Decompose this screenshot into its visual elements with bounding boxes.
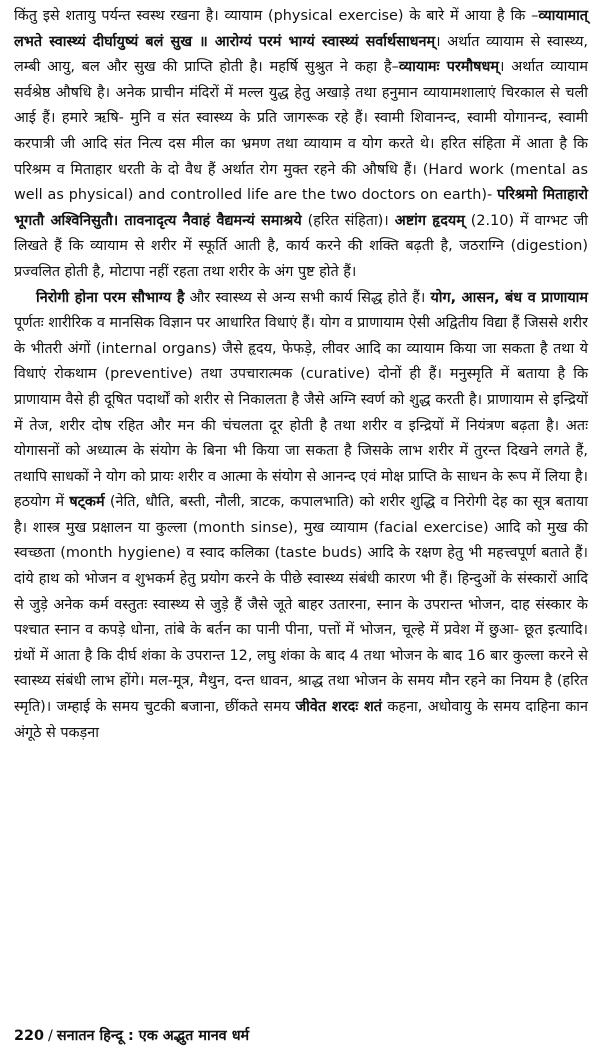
bold-phrase: जीवेत शरदः शतं — [295, 699, 382, 716]
text-run: किंतु इसे शतायु पर्यन्त स्वस्थ रखना है। व्यायाम (physical exercise) के बारे में आया है कि – — [14, 8, 539, 24]
page-body — [14, 4, 588, 746]
text-run: । अर्थात व्यायाम सर्वश्रेष्ठ औषधि है। अनेक प्राचीन मंदिरों में मल्ल युद्ध हेतु अखाड़े तथा हनुमान व्यायामशालाएं चिरकाल से चली आई हैं। हमारे ऋषि- मुनि व संत स्वास्थ्य के प्रति जागरूक रहे हैं। स्वामी शिवानन्द, स्वामी योगानन्द, स्वामी करपात्री जी आदि संत नित्य दस मील का भ्रमण तथा व्यायाम व योग करते थे। हरित संहिता में आता है कि परिश्रम व मिताहार धरती के दो वैध हैं अर्थात रोग मुक्त रहने की औषधि हैं। (Hard work (mental as well as physical) and controlled life are the two doctors on earth)- — [14, 59, 588, 204]
bold-phrase: व्यायामः परमौषधम् — [398, 59, 499, 76]
paragraph-exercise — [14, 4, 588, 286]
text-run: कहना, अधोवायु के समय दाहिना कान अंगूठे से पकड़ना — [14, 699, 588, 741]
text-run: (2.10) में वाग्भट जी लिखते हैं कि व्यायाम से शरीर में स्फूर्ति आती है, कार्य करने की शक्ति बढ़ती है, जठराग्नि (digestion) प्रज्वलित होती है, मोटापा नहीं रहता तथा शरीर के अंग पुष्ट होते हैं। — [14, 212, 589, 280]
bold-phrase: व्यायामात् लभते स्वास्थ्यं दीर्घायुष्यं बलं सुख ॥ आरोग्यं परमं भाग्यं स्वास्थ्यं सर्वार्थसाधनम् — [14, 8, 588, 50]
text-run: और स्वास्थ्य से अन्य सभी कार्य सिद्ध होते हैं। — [184, 289, 431, 306]
page-footer — [14, 1025, 249, 1047]
text-run: पूर्णतः शारीरिक व मानसिक विज्ञान पर आधारित विधाएं हैं। योग व प्राणायाम ऐसी अद्वितीय विद्या हैं जिससे शरीर के भीतरी अंगों (internal organs) जैसे हृदय, फेफड़े, लीवर आदि का व्यायाम किया जा सकता है तथा ये विधाएं रोकथाम (preventive) तथा उपचारात्मक (curative) दोनों ही हैं। मनुस्मृति में बताया है कि प्राणायाम वैसे ही दूषित पदार्थों को शरीर से निकालता है जैसे अग्नि स्वर्ण को शुद्ध करती है। प्राणायाम से इन्द्रियों में तेज, शरीर दोष रहित और मन की चंचलता दूर होती है तथा शरीर व इन्द्रियों में नियंत्रण बढ़ता है। अतः योगासनों को अध्यात्म के संयोग के बिना भी किया जा सकता है जिसके लाभ शरीर में तुरन्त दिखने लगते हैं, तथापि साधकों ने योग को प्रायः शरीर व आत्मा के संयोग से आनन्द एवं मोक्ष प्राप्ति के साधन के रूप में लिया है। हठयोग में — [14, 315, 588, 511]
page-number: 220 — [14, 1028, 45, 1044]
bold-phrase: योग, आसन, बंध व प्राणायाम — [430, 289, 589, 306]
text-run: । अर्थात व्यायाम से स्वास्थ्य, लम्बी आयु, बल और सुख की प्राप्ति होती है। महर्षि सुश्रुत ने कहा है– — [14, 33, 588, 76]
bold-phrase: निरोगी होना परम सौभाग्य है — [36, 289, 185, 306]
bold-phrase: अष्टांग हृदयम् — [394, 212, 465, 229]
paragraph-health-fortune — [14, 286, 588, 747]
text-run: (नेति, धौति, बस्ती, नौली, त्राटक, कपालभाति) को शरीर शुद्धि व निरोगी देह का सूत्र बताया है। शास्त्र मुख प्रक्षालन या कुल्ला (month sinse), मुख व्यायाम (facial exercise) आदि को मुख की स्वच्छता (month hygiene) व स्वाद कलिका (taste buds) आदि के रक्षण हेतु भी महत्त्वपूर्ण बताते हैं। दांये हाथ को भोजन व शुभकर्म हेतु प्रयोग करने के पीछे स्वास्थ्य संबंधी कारण भी हैं। हिन्दुओं के संस्कारों आदि से जुड़े अनेक कर्म वस्तुतः स्वास्थ्य से जुड़े हैं जैसे जूते बाहर उतारना, स्नान के उपरान्त भोजन, दाह संस्कार के पश्चात स्नान व कपड़े धोना, तांबे के बर्तन का पानी पीना, पत्तों में भोजन, चूल्हे में प्रवेश में छुआ- छूत इत्यादि। ग्रंथों में आता है कि दीर्घ शंका के उपरान्त 12, लघु शंका के बाद 4 तथा भोजन के बाद 16 बार कुल्ला करने से स्वास्थ्य संबंधी लाभ होंगे। मल-मूत्र, मैथुन, दन्त धावन, श्राद्ध तथा भोजन के समय मौन रहने का नियम है (हरित स्मृति)। जम्हाई के समय चुटकी बजाना, छींकते समय — [14, 494, 588, 716]
footer-separator: / — [48, 1028, 53, 1044]
bold-phrase: परिश्रमो मिताहारो भूगतौ अश्विनिसुतौ। तावनादृत्य नैवाहं वैद्यमन्यं समाश्रये — [14, 187, 588, 229]
bold-phrase: षट्कर्म — [69, 494, 105, 511]
text-run: (हरित संहिता)। — [301, 212, 395, 229]
book-title: सनातन हिन्दू : एक अद्भुत मानव धर्म — [56, 1028, 250, 1044]
